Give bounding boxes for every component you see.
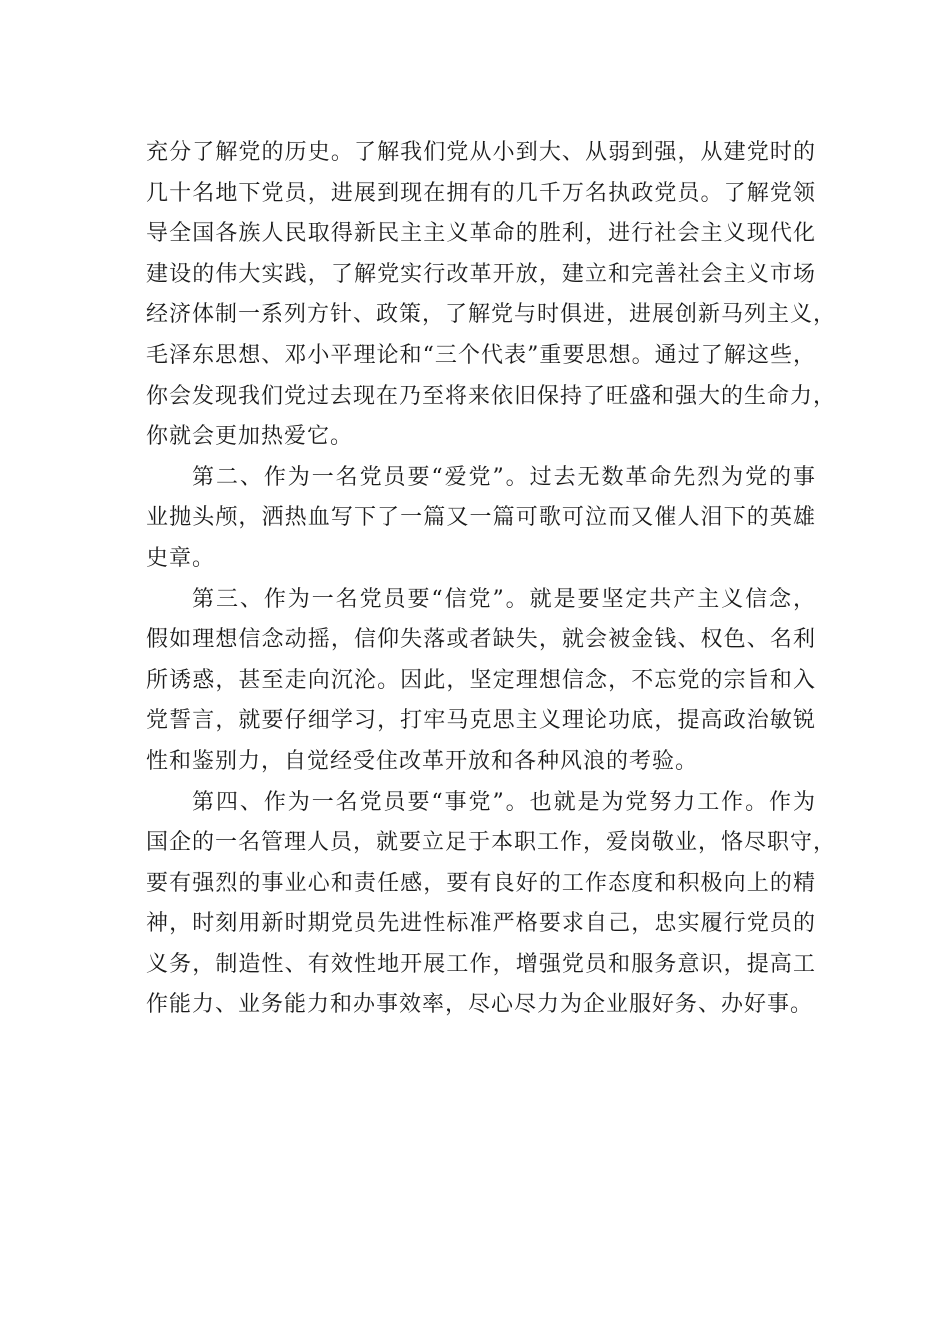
text-line: 毛泽东思想、邓小平理论和“三个代表”重要思想。通过了解这些，: [146, 342, 816, 368]
text-line: 几十名地下党员，进展到现在拥有的几千万名执政党员。了解党领: [146, 180, 816, 206]
text-line: 作能力、业务能力和办事效率，尽心尽力为企业服好务、办好事。: [146, 992, 814, 1018]
text-line: 假如理想信念动摇，信仰失落或者缺失，就会被金钱、权色、名利: [146, 627, 816, 653]
text-line: 党誓言，就要仔细学习，打牢马克思主义理论功底，提高政治敏锐: [146, 708, 816, 734]
paragraph-history: [146, 133, 837, 458]
paragraph-serve-party: [146, 783, 837, 1027]
text-line: 第三、作为一名党员要“信党”。就是要坚定共产主义信念，: [192, 586, 816, 612]
text-line: 史章。: [146, 545, 216, 571]
text-line: 建设的伟大实践，了解党实行改革开放，建立和完善社会主义市场: [146, 261, 816, 287]
text-line: 充分了解党的历史。了解我们党从小到大、从弱到强，从建党时的: [146, 140, 816, 165]
text-line: 义务，制造性、有效性地开展工作，增强党员和服务意识，提高工: [146, 951, 816, 977]
text-line: 导全国各族人民取得新民主主义革命的胜利，进行社会主义现代化: [146, 221, 816, 247]
text-line: 第二、作为一名党员要“爱党”。过去无数革命先烈为党的事: [192, 464, 816, 490]
paragraph-trust-party: [146, 580, 816, 783]
text-line: 你会发现我们党过去现在乃至将来依旧保持了旺盛和强大的生命力，: [146, 383, 837, 409]
text-line: 经济体制一系列方针、政策，了解党与时俱进，进展创新马列主义，: [146, 302, 837, 328]
text-line: 神，时刻用新时期党员先进性标准严格要求自己，忠实履行党员的: [146, 911, 816, 937]
text-line: 要有强烈的事业心和责任感，要有良好的工作态度和积极向上的精: [146, 870, 816, 896]
text-line: 所诱惑，甚至走向沉沦。因此，坚定理想信念，不忘党的宗旨和入: [146, 667, 816, 693]
text-line: 第四、作为一名党员要“事党”。也就是为党努力工作。作为: [192, 789, 816, 815]
document-body: [146, 133, 837, 1026]
paragraph-love-party: [146, 458, 816, 580]
text-line: 国企的一名管理人员，就要立足于本职工作，爱岗敬业，恪尽职守，: [146, 830, 837, 856]
text-line: 业抛头颅，洒热血写下了一篇又一篇可歌可泣而又催人泪下的英雄: [146, 505, 816, 531]
text-line: 你就会更加热爱它。: [146, 424, 354, 450]
text-line: 性和鉴别力，自觉经受住改革开放和各种风浪的考验。: [146, 748, 699, 774]
